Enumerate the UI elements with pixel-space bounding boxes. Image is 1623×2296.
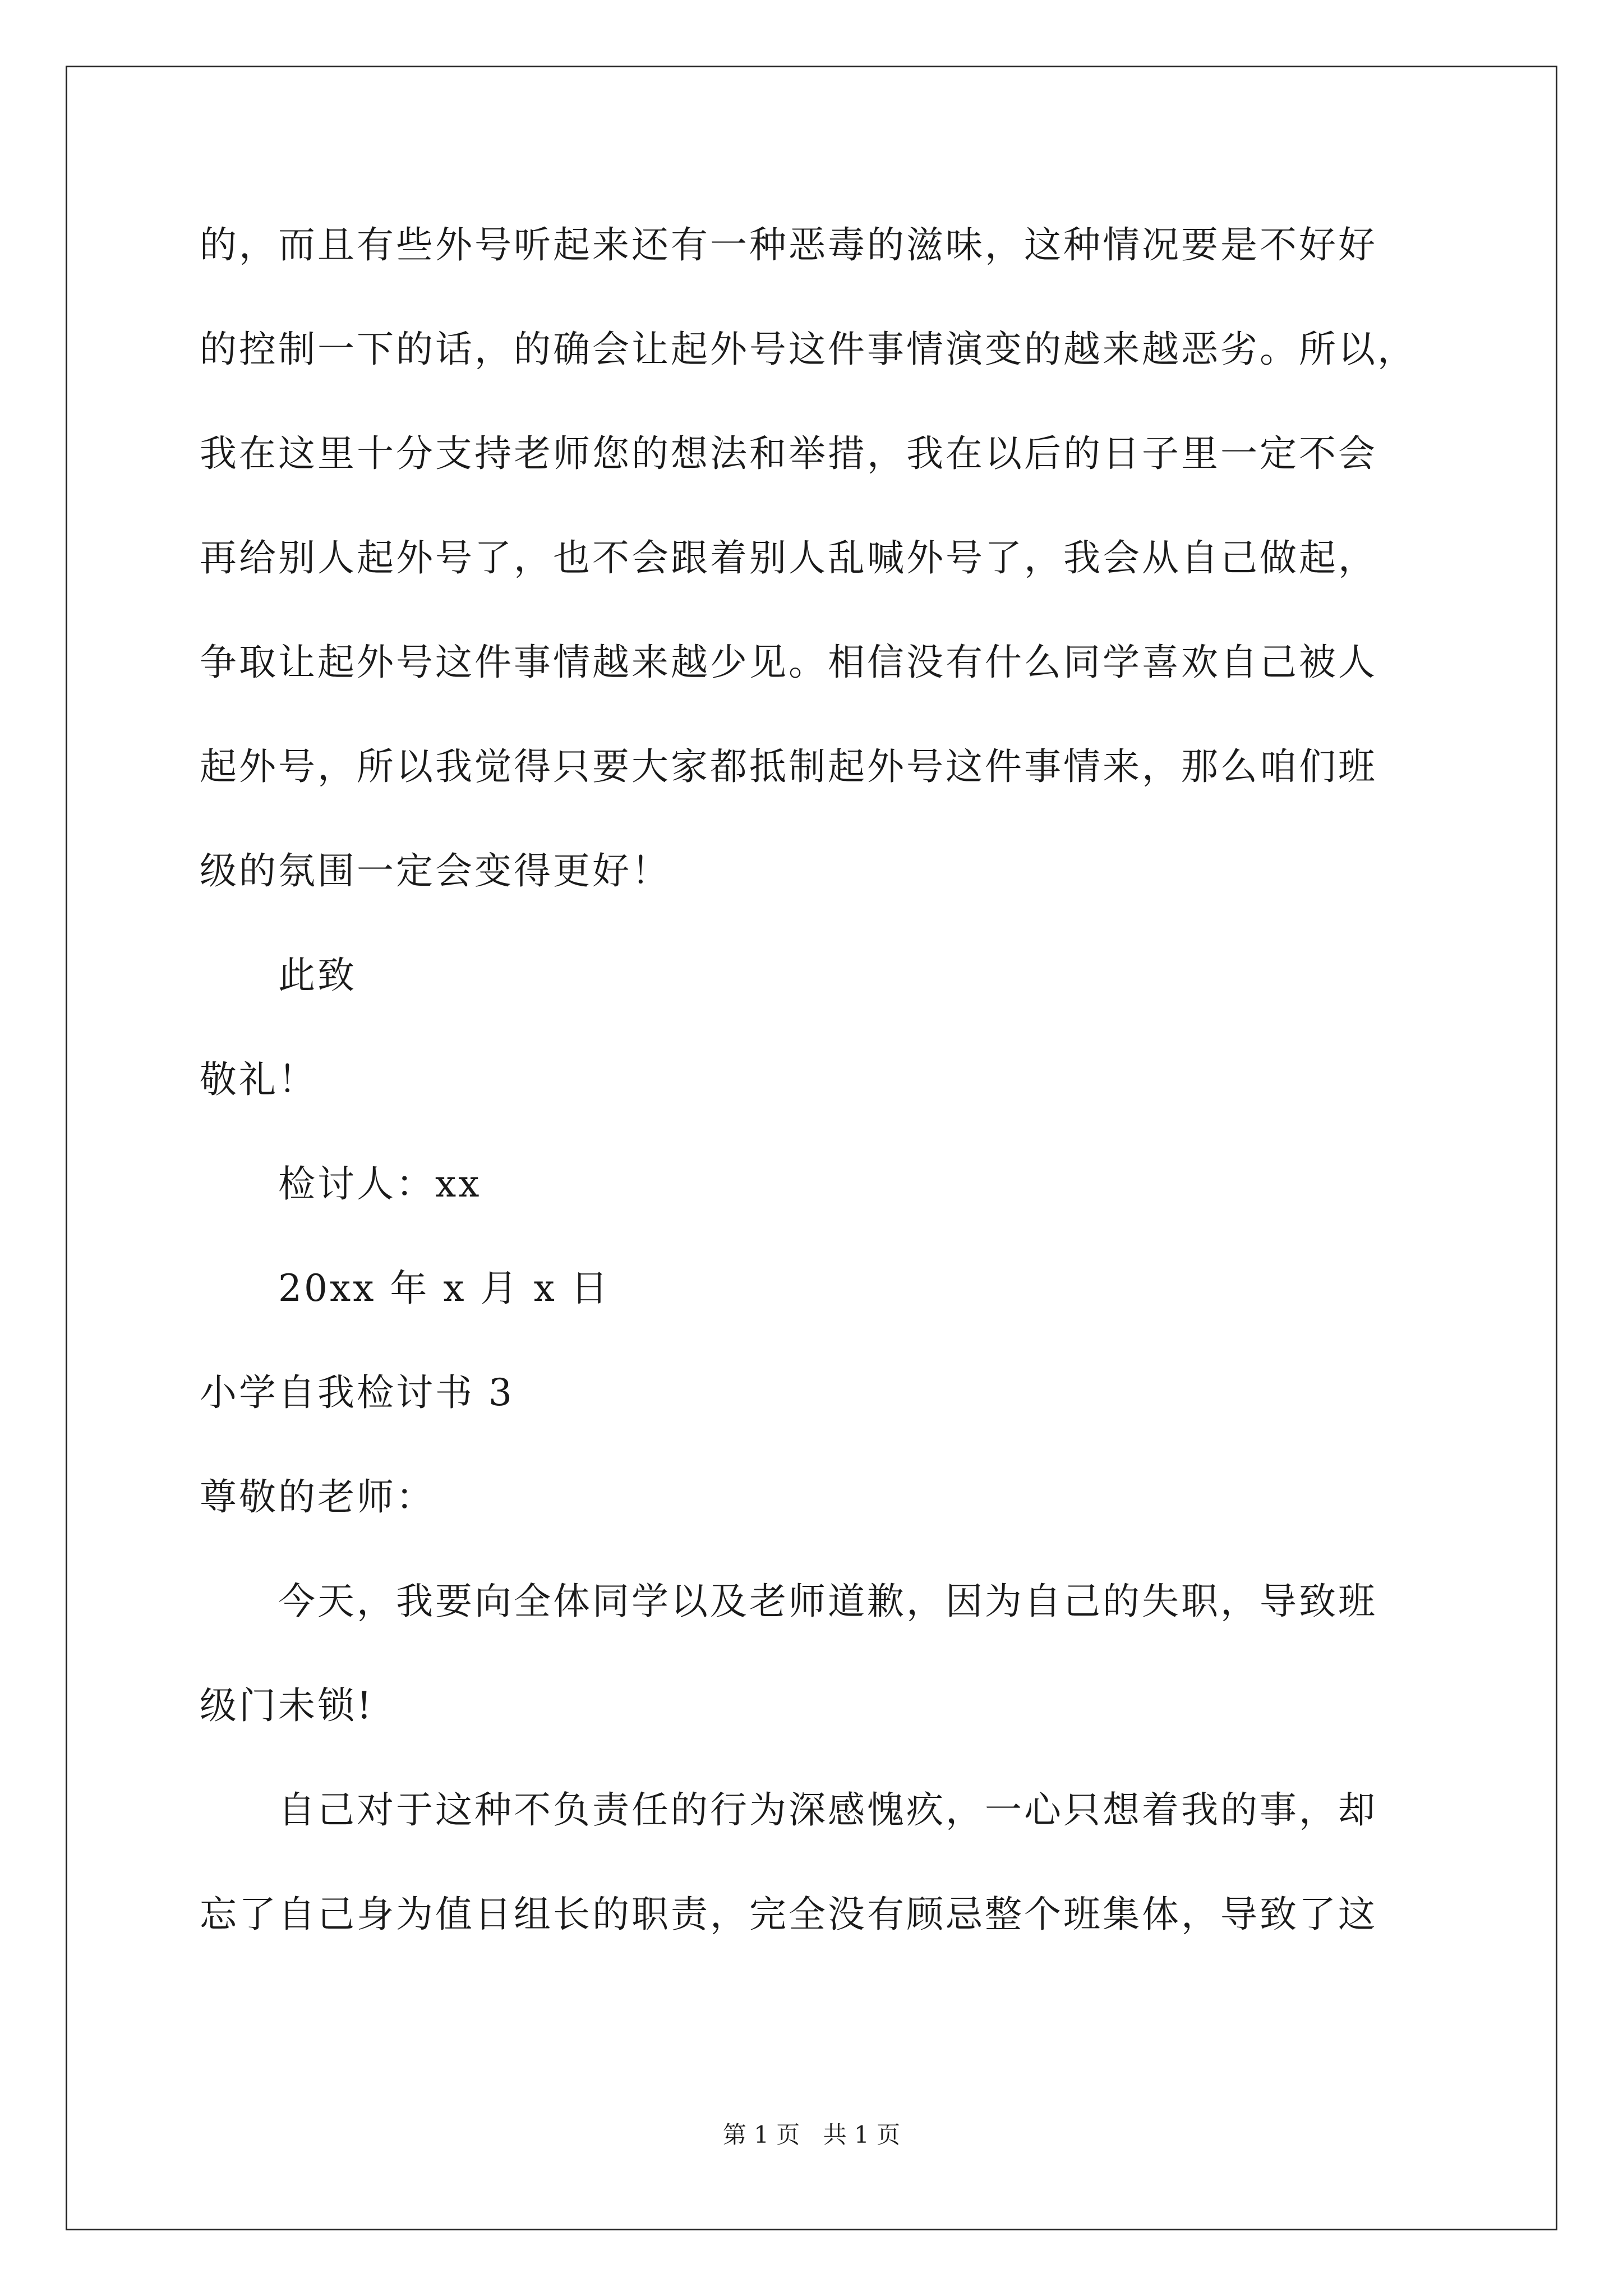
salute-text: 敬礼！ xyxy=(200,1058,317,1101)
body-line: 我在这里十分支持老师您的想法和举措，我在以后的日子里一定不会 xyxy=(200,432,1377,475)
body-line: 今天，我要向全体同学以及老师道歉，因为自己的失职，导致班 xyxy=(278,1580,1377,1623)
page-footer xyxy=(0,2119,1623,2151)
body-line: 自己对于这种不负责任的行为深感愧疚，一心只想着我的事，却 xyxy=(278,1788,1377,1832)
date-text: 20xx 年 x 月 x 日 xyxy=(278,1267,610,1310)
signer-text: 检讨人：xx xyxy=(278,1162,482,1205)
body-line: 的控制一下的话，的确会让起外号这件事情演变的越来越恶劣。所以， xyxy=(200,328,1417,371)
section-title: 小学自我检讨书 3 xyxy=(200,1371,514,1414)
closing-text: 此致 xyxy=(278,954,357,997)
body-line: 起外号，所以我觉得只要大家都抵制起外号这件事情来，那么咱们班 xyxy=(200,745,1377,788)
body-line: 的，而且有些外号听起来还有一种恶毒的滋味，这种情况要是不好好 xyxy=(200,223,1377,266)
body-line: 争取让起外号这件事情越来越少见。相信没有什么同学喜欢自己被人 xyxy=(200,641,1377,684)
body-line: 忘了自己身为值日组长的职责，完全没有顾忌整个班集体，导致了这 xyxy=(200,1893,1377,1936)
page-number: 第 1 页 xyxy=(722,2121,800,2148)
body-line: 级门未锁! xyxy=(200,1684,374,1727)
body-line: 级的氛围一定会变得更好！ xyxy=(200,849,671,892)
greeting-text: 尊敬的老师： xyxy=(200,1475,435,1519)
body-line: 再给别人起外号了，也不会跟着别人乱喊外号了，我会从自己做起， xyxy=(200,536,1377,579)
page-total: 共 1 页 xyxy=(823,2121,901,2148)
